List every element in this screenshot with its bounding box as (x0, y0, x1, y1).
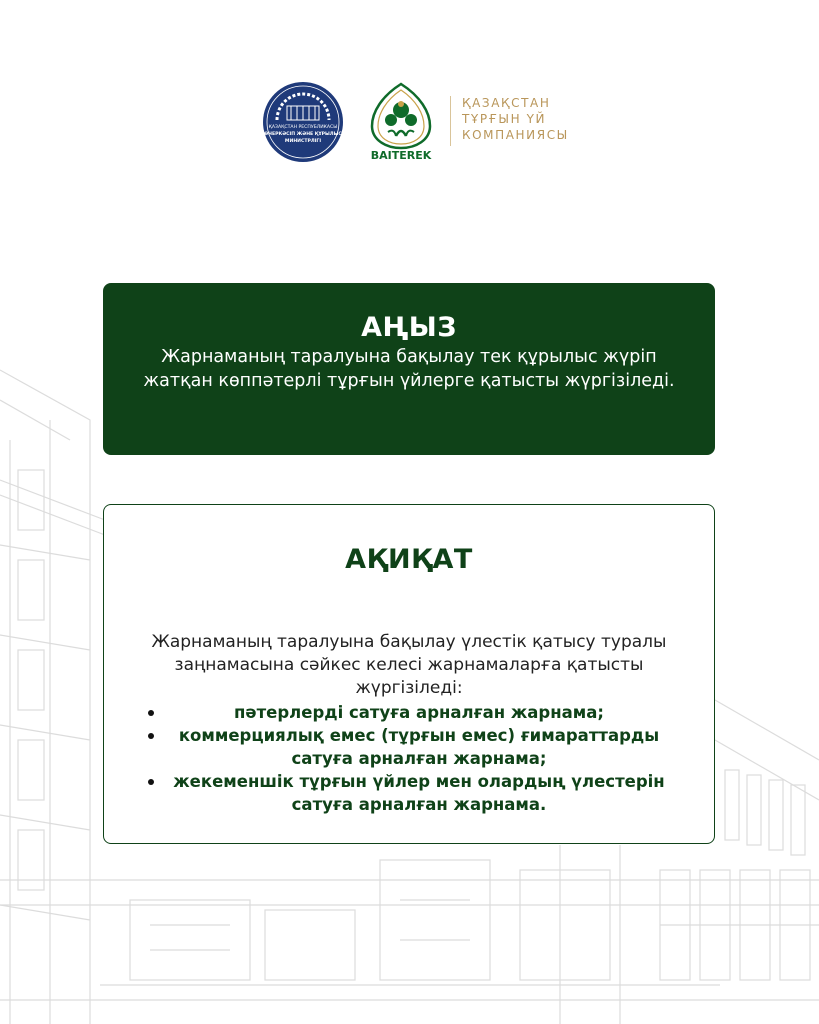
truth-list-item (134, 724, 674, 770)
truth-list-item-text: жекеменшік тұрғын үйлер мен олардың үлестерін сатуға арналған жарнама. (173, 772, 665, 814)
company-name-line-1: ҚАЗАҚСТАН (462, 96, 551, 110)
baiterek-logo (366, 82, 436, 162)
baiterek-tree-icon (366, 82, 436, 162)
bullet-icon (148, 779, 154, 785)
ministry-logo-line-2: ӨНЕРКӘСІП ЖӘНЕ ҚҰРЫЛЫС (264, 132, 342, 137)
truth-list-item-text: пәтерлерді сатуға арналған жарнама; (234, 703, 604, 722)
company-name (462, 95, 602, 143)
company-name-line-3: КОМПАНИЯСЫ (462, 128, 569, 142)
company-name-line-2: ТҰРҒЫН ҮЙ (462, 112, 547, 126)
truth-list-item (134, 770, 674, 816)
baiterek-label: BAITEREK (370, 149, 432, 162)
myth-title: АҢЫЗ (361, 312, 457, 343)
truth-list-item (134, 701, 674, 724)
truth-list (134, 701, 674, 816)
bullet-icon (148, 710, 154, 716)
truth-card (103, 504, 715, 844)
truth-title: АҚИҚАТ (345, 544, 473, 575)
ministry-logo-line-1: ҚАЗАҚСТАН РЕСПУБЛИКАСЫ (268, 125, 338, 130)
logo-divider (450, 96, 451, 146)
bullet-icon (148, 733, 154, 739)
myth-card (103, 283, 715, 455)
ministry-logo (263, 82, 343, 162)
myth-text: Жарнаманың таралуына бақылау тек құрылыс жүріп жатқан көппәтерлі тұрғын үйлерге қатысты жүргізіледі. (143, 347, 675, 391)
ministry-logo-line-3: МИНИСТРЛІГІ (284, 139, 322, 144)
truth-list-item-text: коммерциялық емес (тұрғын емес) ғимараттарды сатуға арналған жарнама; (178, 726, 660, 768)
ministry-emblem-icon (263, 82, 343, 162)
truth-intro: Жарнаманың таралуына бақылау үлестік қатысу туралы заңнамасына сәйкес келесі жарнамаларға қатысты жүргізіледі: (151, 632, 667, 698)
